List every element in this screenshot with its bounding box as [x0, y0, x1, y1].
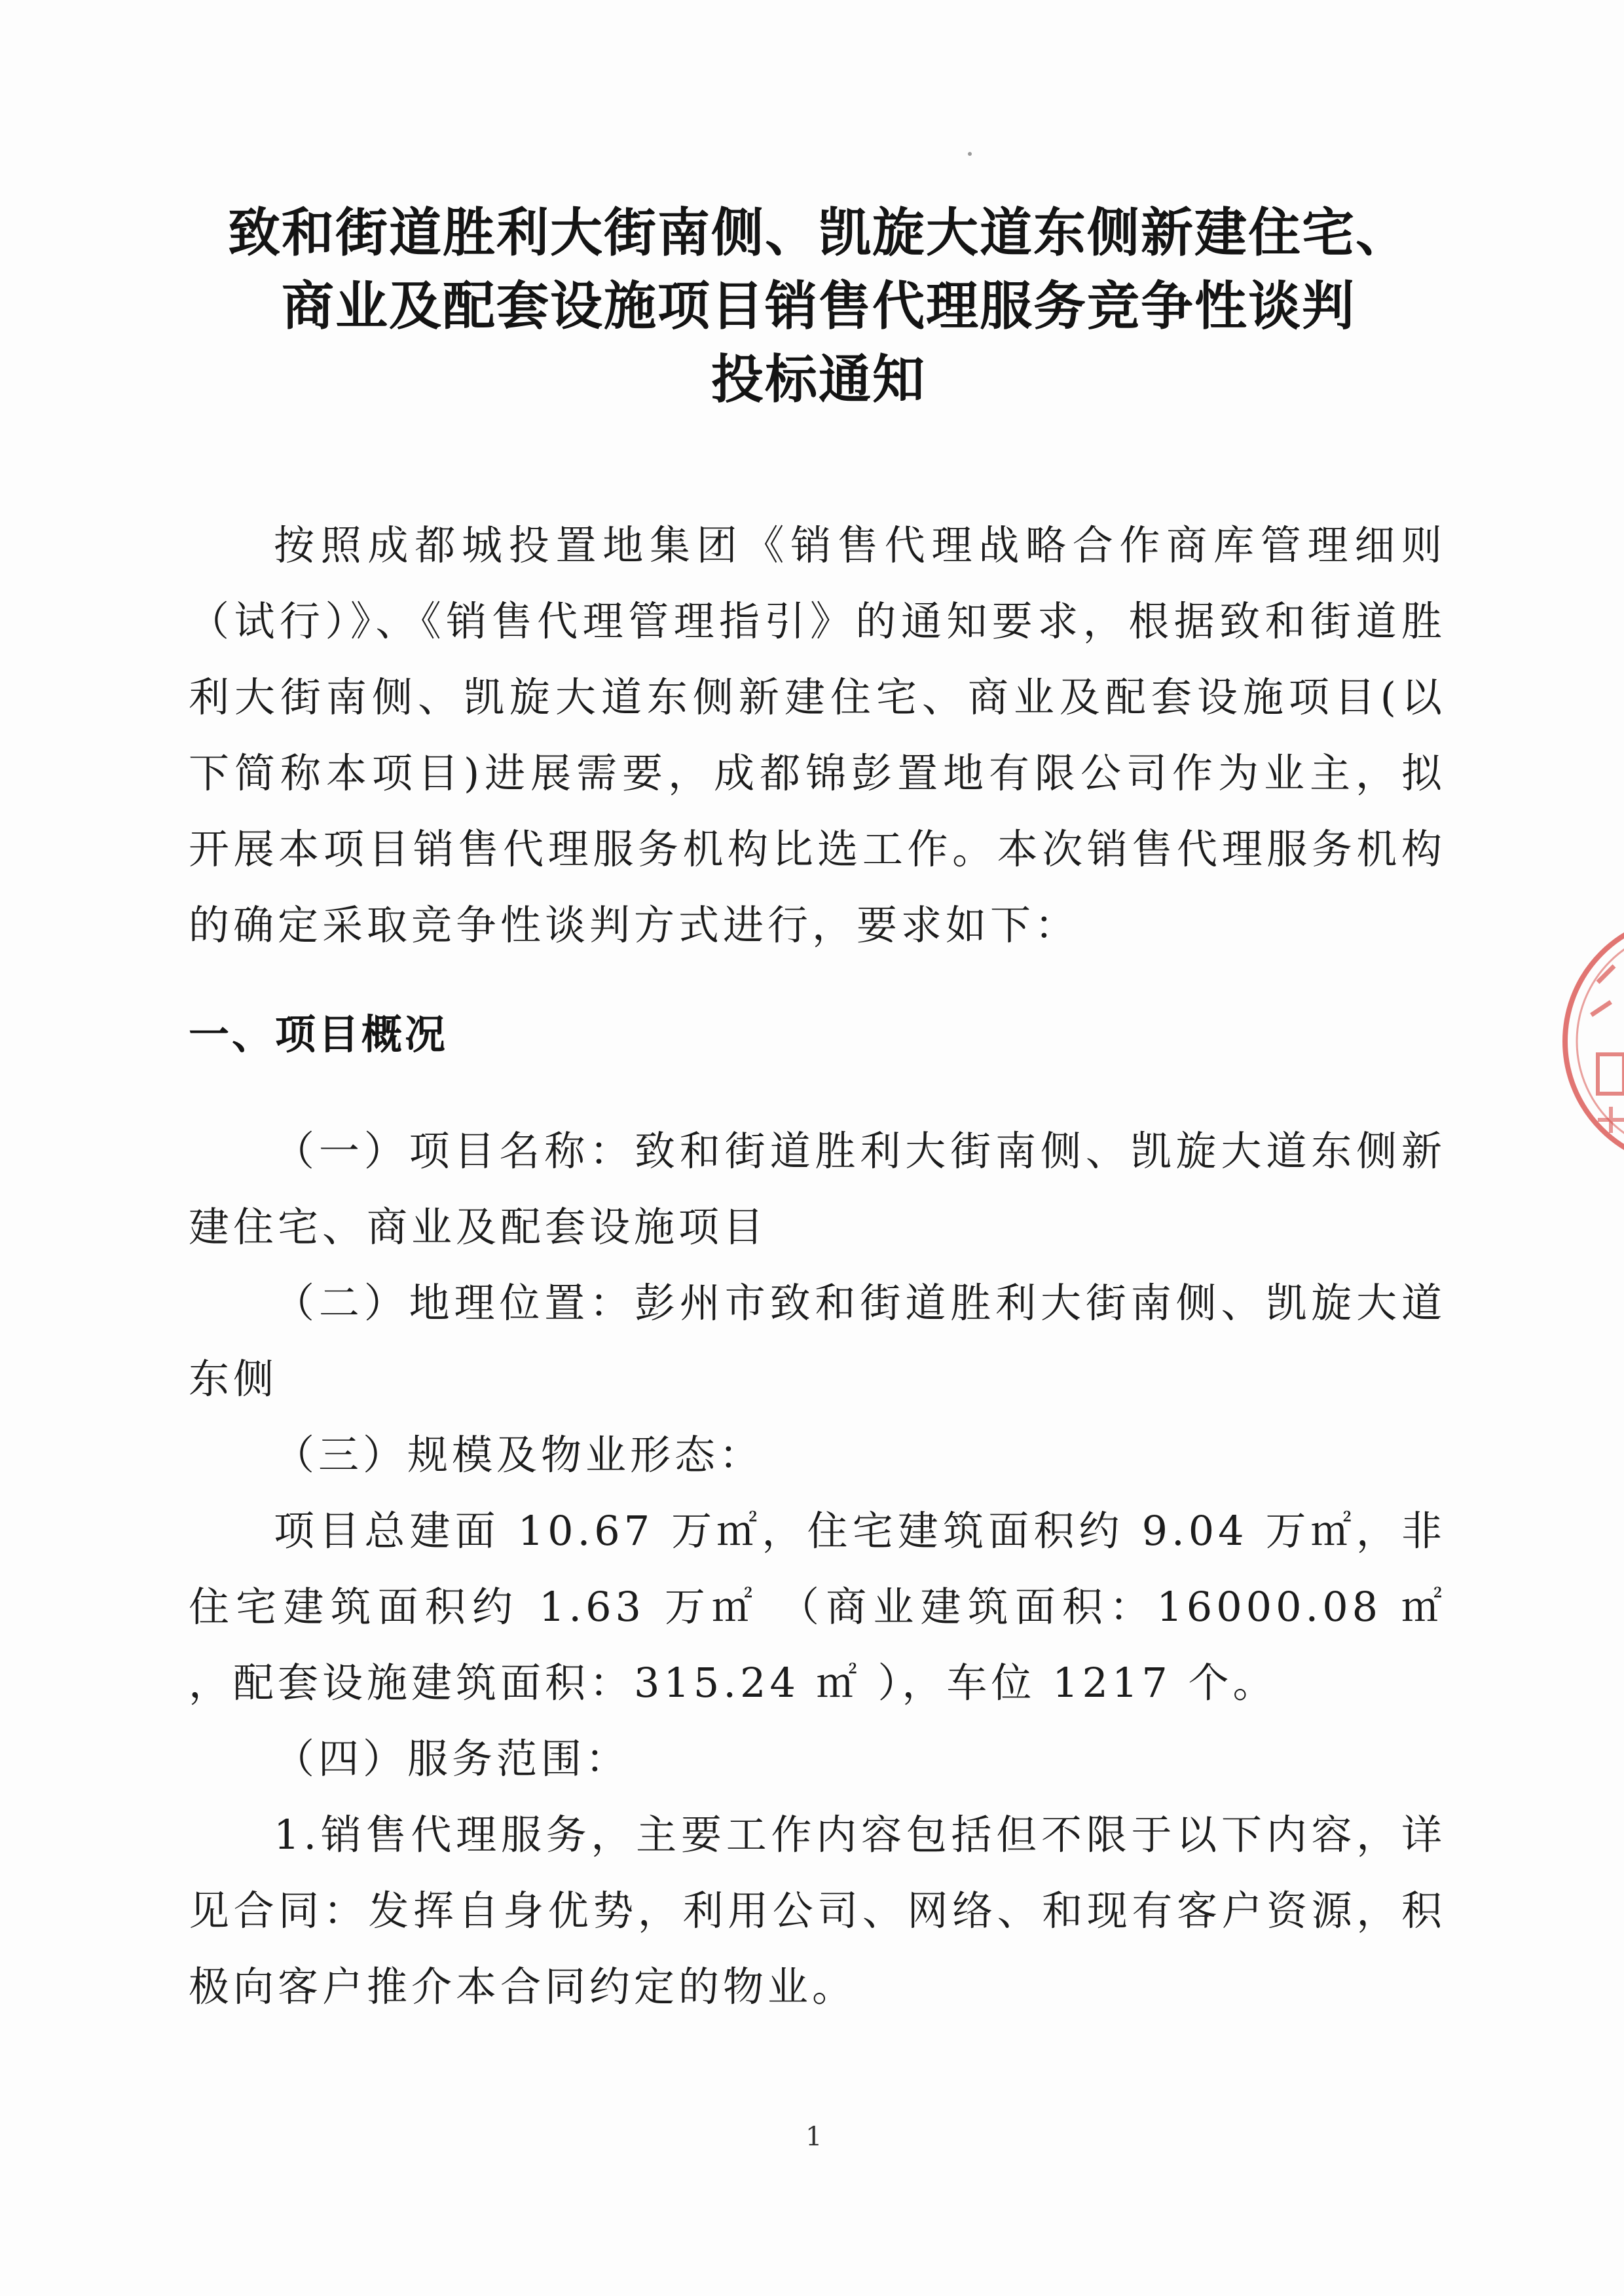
- scan-speck: [968, 152, 972, 156]
- location-paragraph: （二）地理位置：彭州市致和街道胜利大街南侧、凯旋大道东侧: [189, 1279, 1446, 1403]
- scale-label: （三）规模及物业形态：: [274, 1431, 764, 1479]
- page-number: 1: [805, 2122, 822, 2152]
- red-seal-stamp: [1552, 904, 1624, 1179]
- intro-paragraph: 按照成都城投置地集团《销售代理战略合作商库管理细则（试行）》、《销售代理管理指引》的通知要求，根据致和街道胜利大街南侧、凯旋大道东侧新建住宅、商业及配套设施项目(以下简称本项目)进展需要，成都锦彭置地有限公司作为业主，拟开展本项目销售代理服务机构比选工作。本次销售代理服务机构的确定采取竞争性谈判方式进行，要求如下：: [189, 521, 1446, 949]
- title-line-2: 商业及配套设施项目销售代理服务竞争性谈判: [282, 276, 1356, 337]
- scope-paragraph: 1.销售代理服务，主要工作内容包括但不限于以下内容，详见合同：发挥自身优势，利用公司、网络、和现有客户资源，积极向客户推介本合同约定的物业。: [189, 1811, 1446, 2010]
- section-1-heading: 一、项目概况: [189, 1010, 449, 1058]
- scale-paragraph: 项目总建面 10.67 万㎡，住宅建筑面积约 9.04 万㎡，非住宅建筑面积约 1.63 万㎡ （商业建筑面积：16000.08 ㎡ ，配套设施建筑面积：315.24 ㎡ ），车位 1217 个。: [189, 1507, 1446, 1707]
- project-name-paragraph: （一）项目名称：致和街道胜利大街南侧、凯旋大道东侧新建住宅、商业及配套设施项目: [189, 1127, 1446, 1251]
- title-line-1: 致和街道胜利大街南侧、凯旋大道东侧新建住宅、: [228, 202, 1409, 263]
- scope-label: （四）服务范围：: [274, 1735, 631, 1783]
- document-title: [144, 196, 1493, 417]
- title-line-3: 投标通知: [711, 349, 926, 410]
